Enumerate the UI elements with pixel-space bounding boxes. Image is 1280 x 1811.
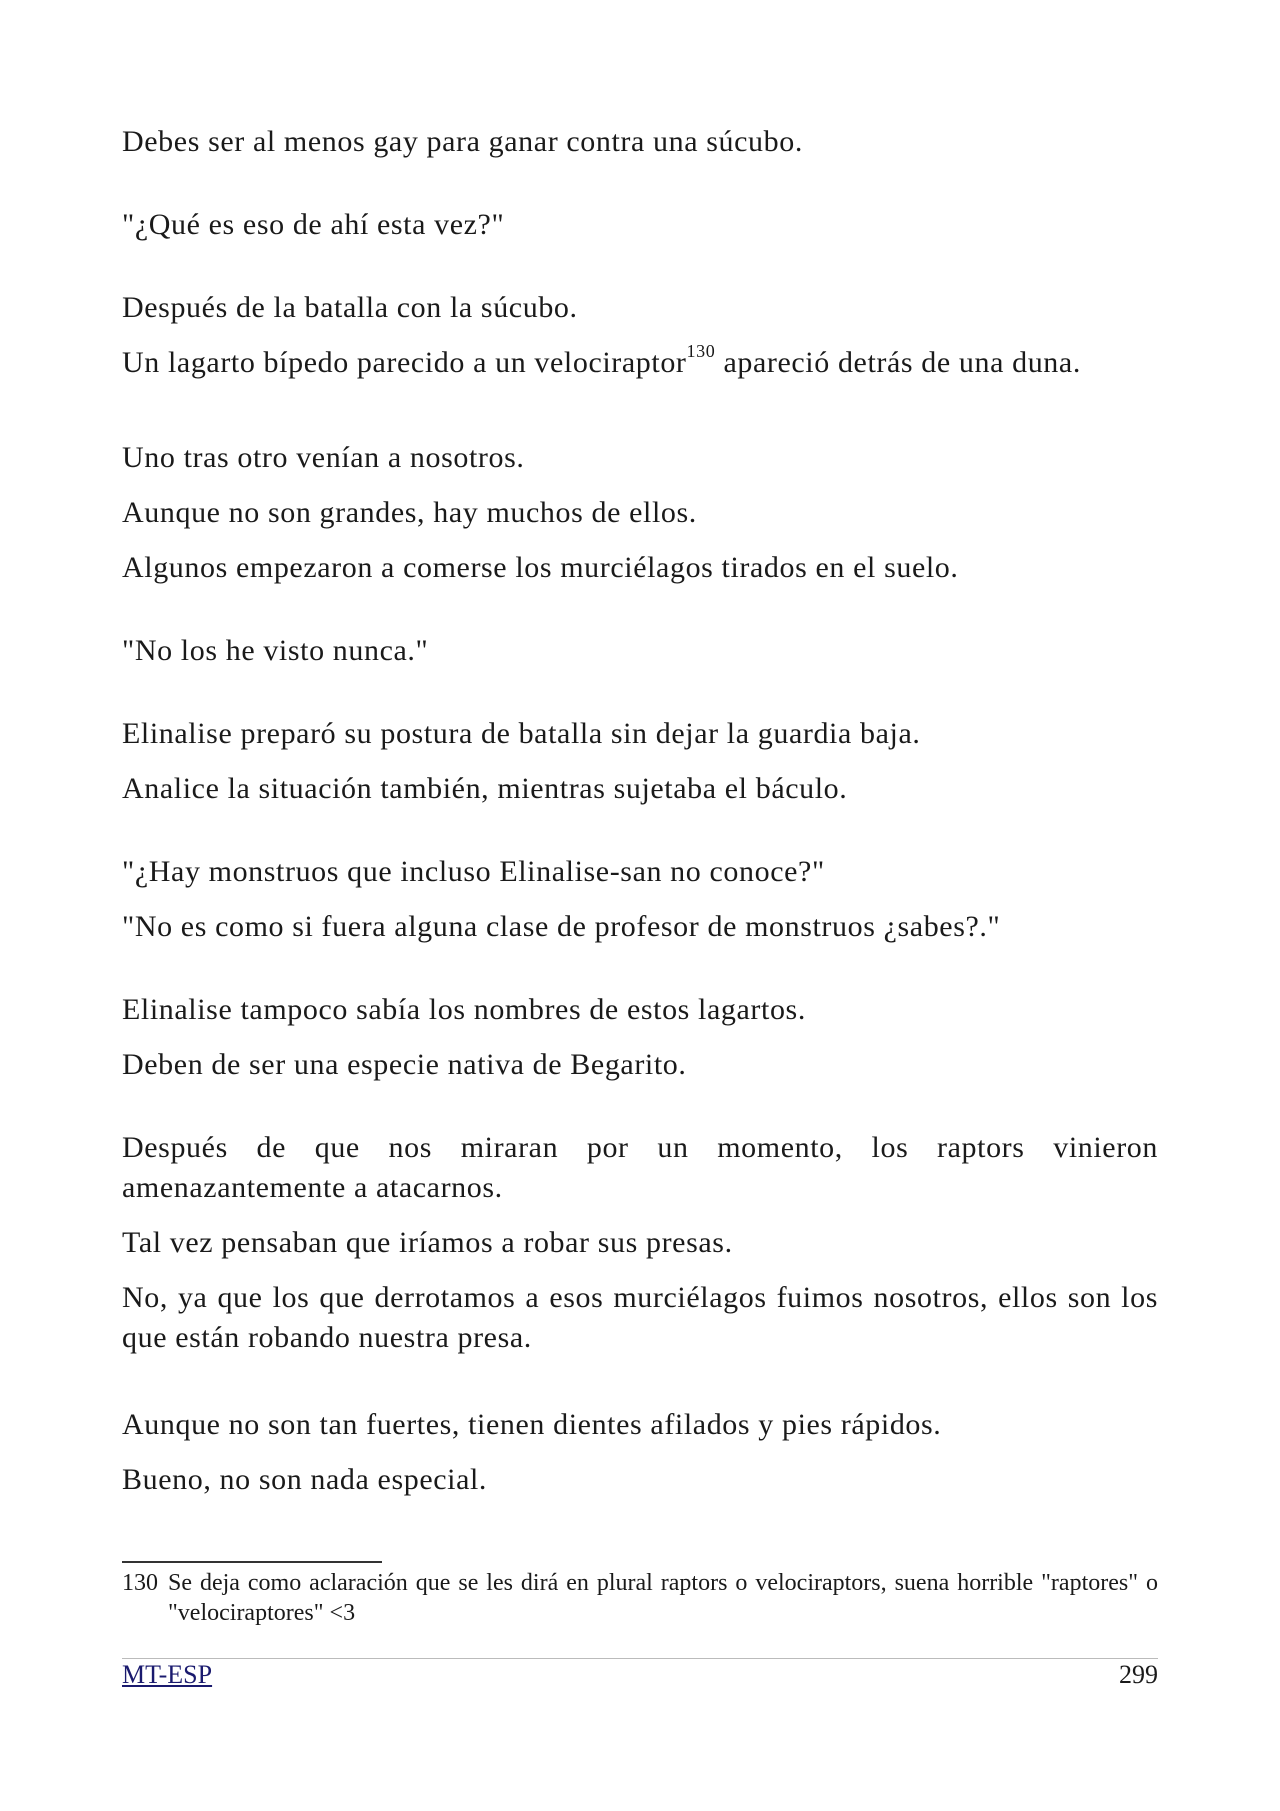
paragraph: Analice la situación también, mientras sujetaba el báculo. [122, 772, 848, 805]
paragraph: No, ya que los que derrotamos a esos murciélagos fuimos nosotros, ellos son los que están robando nuestra presa. [122, 1281, 1158, 1354]
paragraph: "No es como si fuera alguna clase de profesor de monstruos ¿sabes?." [122, 910, 1001, 943]
footnote [122, 1568, 1158, 1628]
paragraph: Debes ser al menos gay para ganar contra una súcubo. [122, 125, 803, 158]
paragraph: Algunos empezaron a comerse los murciélagos tirados en el suelo. [122, 551, 959, 584]
paragraph: Bueno, no son nada especial. [122, 1463, 488, 1496]
footnote-separator [122, 1561, 382, 1563]
paragraph: Elinalise preparó su postura de batalla sin dejar la guardia baja. [122, 717, 921, 750]
footer-link[interactable]: MT-ESP [122, 1660, 213, 1689]
paragraph-with-footnote [122, 343, 1158, 383]
paragraph: "¿Qué es eso de ahí esta vez?" [122, 208, 505, 241]
paragraph: Aunque no son grandes, hay muchos de ellos. [122, 496, 697, 529]
footnote-reference[interactable]: 130 [686, 341, 716, 361]
footer-separator [122, 1658, 1158, 1659]
paragraph: "¿Hay monstruos que incluso Elinalise-san no conoce?" [122, 855, 825, 888]
paragraph-part: apareció detrás de una duna. [723, 346, 1081, 379]
paragraph: Aunque no son tan fuertes, tienen dientes afilados y pies rápidos. [122, 1408, 942, 1441]
paragraph: Elinalise tampoco sabía los nombres de estos lagartos. [122, 993, 806, 1026]
paragraph: Deben de ser una especie nativa de Begarito. [122, 1048, 687, 1081]
footnote-text: Se deja como aclaración que se les dirá en plural raptors o velociraptors, suena horrible "raptores" o "velociraptores" <3 [168, 1570, 1158, 1626]
page-number: 299 [1119, 1660, 1158, 1689]
paragraph: Después de que nos miraran por un momento, los raptors vinieron amenazantemente a atacarnos. [122, 1131, 1158, 1204]
paragraph: Después de la batalla con la súcubo. [122, 291, 578, 324]
paragraph: Uno tras otro venían a nosotros. [122, 441, 525, 474]
paragraph: Tal vez pensaban que iríamos a robar sus presas. [122, 1226, 733, 1259]
footnote-number: 130 [122, 1570, 158, 1596]
paragraph-part: Un lagarto bípedo parecido a un velociraptor [122, 346, 687, 379]
paragraph: "No los he visto nunca." [122, 634, 429, 667]
